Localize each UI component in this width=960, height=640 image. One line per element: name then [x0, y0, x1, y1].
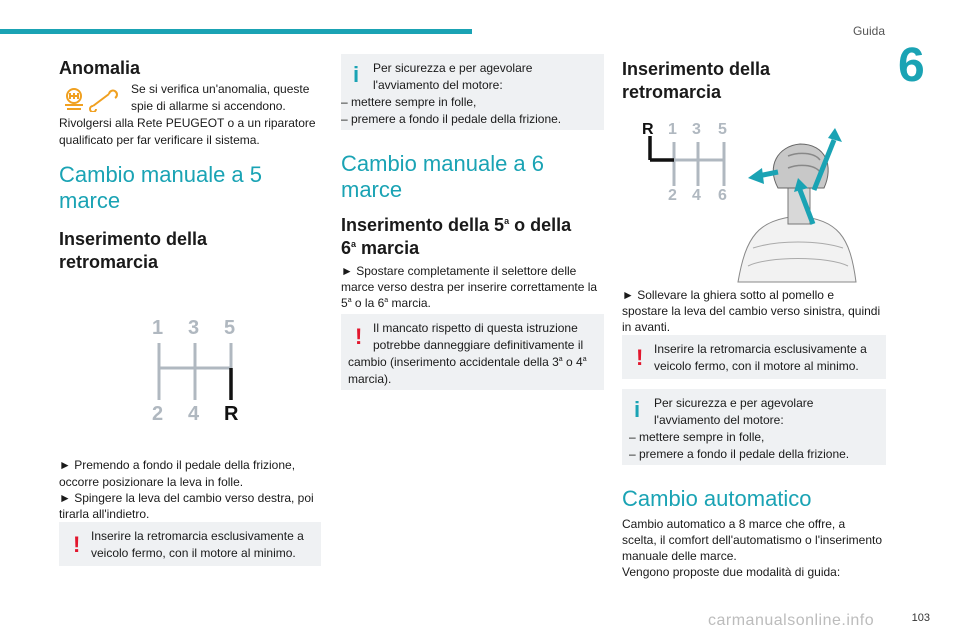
gear-label-4: 4: [692, 187, 701, 204]
anomaly-title: Anomalia: [59, 58, 141, 78]
automatic-body-2: scelta, il comfort dell'automatismo o l'inserimento: [622, 533, 883, 547]
step-line-2: marce verso destra per inserire correttamente la: [341, 280, 598, 294]
warning-exclamation-icon: !: [636, 345, 644, 370]
section-title-automatic: Cambio automatico: [622, 486, 812, 511]
gear-label-1: 1: [152, 317, 164, 339]
anomaly-text-2: spie di allarme si accendono.: [131, 99, 286, 113]
subsection-title-reverse: Inserimento della retromarcia: [59, 229, 208, 273]
gear-label-r: R: [224, 403, 239, 425]
step-1-line-2: occorre posizionare la leva in folle.: [59, 475, 244, 489]
watermark: carmanualsonline.info: [708, 612, 875, 629]
info-icon: i: [634, 397, 641, 422]
info-icon: i: [353, 62, 360, 87]
gear-label-1: 1: [668, 121, 677, 138]
gear-lever-illustration: [738, 128, 856, 282]
gear-label-2: 2: [668, 187, 677, 204]
info-box-safety-6: i Per sicurezza e per agevolare l'avviamento del motore: – mettere sempre in folle, – premere a fondo il pedale della frizione.: [622, 389, 886, 465]
step-1-line-1: ► Premendo a fondo il pedale della frizione,: [59, 458, 296, 472]
gear-label-4: 4: [188, 403, 200, 425]
gear-label-2: 2: [152, 403, 164, 425]
section-header: Guida: [852, 24, 885, 38]
gear-pattern-5-speed-diagram: [147, 310, 247, 426]
anomaly-text-4: qualificato per far verificare il sistema.: [59, 133, 260, 147]
gear-label-3: 3: [188, 317, 200, 339]
page-number: 103: [911, 612, 930, 624]
anomaly-text-3: Rivolgersi alla Rete PEUGEOT o a un riparatore: [59, 116, 316, 130]
automatic-body-1: Cambio automatico a 8 marce che offre, a: [622, 517, 846, 531]
reverse-gear-lever-diagram: [638, 116, 878, 284]
info-box-safety: i Per sicurezza e per agevolare l'avviamento del motore: – mettere sempre in folle, – premere a fondo il pedale della frizione.: [341, 54, 604, 130]
section-title-5-gear: Cambio manuale a 5 marce: [59, 162, 263, 213]
gear-label-5: 5: [224, 317, 236, 339]
step-line-1: ► Spostare completamente il selettore delle: [341, 264, 577, 278]
step-2-line-2: tirarla all'indietro.: [59, 507, 150, 521]
warning-exclamation-icon: !: [73, 532, 81, 557]
warning-box-reverse: ! Inserire la retromarcia esclusivamente a veicolo fermo, con il motore al minimo.: [59, 522, 321, 566]
anomaly-text-1: Se si verifica un'anomalia, queste: [131, 82, 310, 96]
automatic-body-4: Vengono proposte due modalità di guida:: [622, 565, 841, 579]
step-line-2: spostare la leva del cambio verso sinistra, quindi: [622, 304, 881, 318]
automatic-body-3: manuale delle marce.: [622, 549, 737, 563]
step-line-1: ► Sollevare la ghiera sotto al pomello e: [622, 288, 834, 302]
header-accent-bar: [0, 29, 472, 34]
gearbox-warning-icon: [61, 86, 125, 112]
chapter-number: 6: [898, 39, 925, 92]
section-title-6-gear: Cambio manuale a 6 marce: [341, 151, 545, 202]
wrench-icon: [90, 91, 117, 112]
step-2-line-1: ► Spingere la leva del cambio verso destra, poi: [59, 491, 314, 505]
subsection-title-5th-6th: Inserimento della 5$^a$ o della 6$^a$ marcia: [341, 215, 572, 259]
warning-box-reverse-6: ! Inserire la retromarcia esclusivamente a veicolo fermo, con il motore al minimo.: [622, 335, 886, 379]
warning-exclamation-icon: !: [355, 324, 363, 349]
subsection-title-reverse-6: Inserimento della retromarcia: [622, 59, 771, 103]
warning-box-gearbox: ! Il mancato rispetto di questa istruzione potrebbe danneggiare definitivamente il cambio (inserimento accidentale della 3$^a$ o 4$^a$ marcia).: [341, 314, 604, 390]
gear-label-5: 5: [718, 121, 727, 138]
step-line-3: 5$^a$ o la 6$^a$ marcia.: [341, 296, 431, 310]
step-line-3: in avanti.: [622, 320, 671, 334]
gear-label-r: R: [642, 121, 654, 138]
gear-label-6: 6: [718, 187, 727, 204]
gear-label-3: 3: [692, 121, 701, 138]
